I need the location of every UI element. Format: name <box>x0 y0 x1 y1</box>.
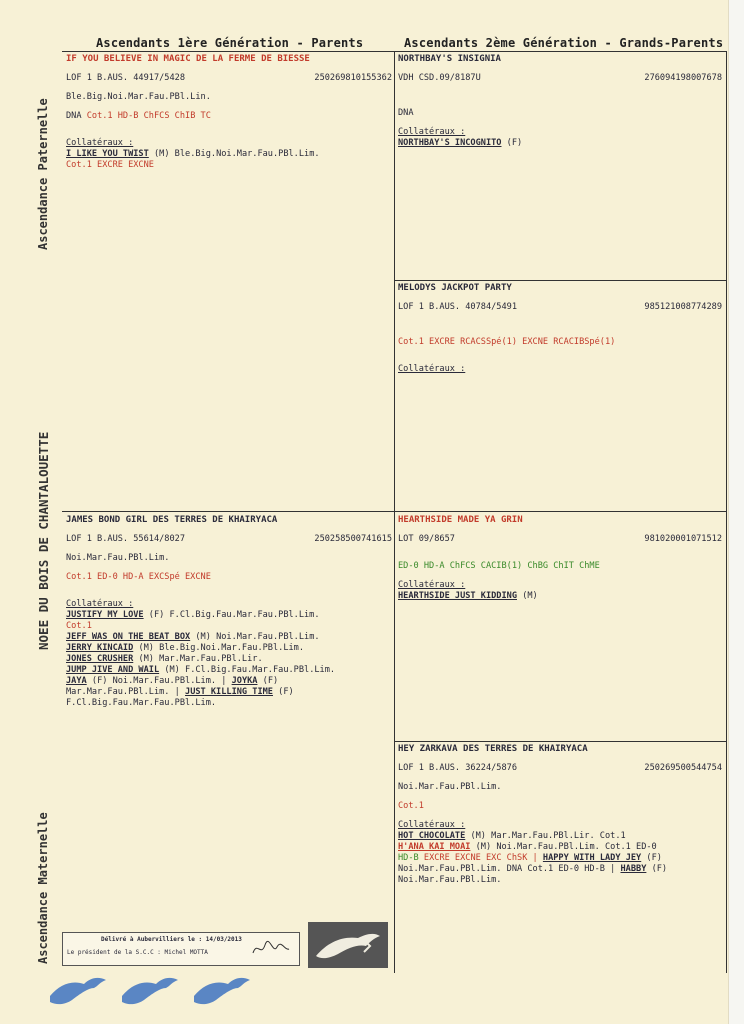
dam-c1-desc: (F) F.Cl.Big.Fau.Mar.Fau.PBl.Lim. <box>148 610 320 620</box>
dam-c2-name: JEFF WAS ON THE BEAT BOX <box>66 632 191 642</box>
paper-edge <box>728 0 744 1024</box>
sire-dam-cell <box>398 283 722 375</box>
sire-sire-chip: 276094198007678 <box>644 73 722 83</box>
dam-reg: LOF 1 B.AUS. 55614/8027 <box>66 534 185 544</box>
dam-c7-line2: Mar.Mar.Fau.PBl.Lim. | <box>66 687 180 697</box>
dam-c8-line2: F.Cl.Big.Fau.Mar.Fau.PBl.Lim. <box>66 698 217 708</box>
dam-sire-name: HEARTHSIDE MADE YA GRIN <box>398 515 523 525</box>
sire-cell <box>66 54 392 171</box>
signature-icon <box>251 937 291 961</box>
dam-dam-titles: Cot.1 <box>398 801 424 811</box>
sire-sire-reg: VDH CSD.09/8187U <box>398 73 481 83</box>
dam-dam-c2-line2a: HD-B <box>398 853 419 863</box>
dam-dam-c2-name: H'ANA KAI MOAI <box>398 842 471 852</box>
dam-name: JAMES BOND GIRL DES TERRES DE KHAIRYACA <box>66 515 278 525</box>
sire-dam-name: MELODYS JACKPOT PARTY <box>398 283 512 293</box>
dam-c6-desc: (F) Noi.Mar.Fau.PBl.Lim. | <box>91 676 227 686</box>
dam-dam-name: HEY ZARKAVA DES TERRES DE KHAIRYACA <box>398 744 588 754</box>
sire-coll1-name: I LIKE YOU TWIST <box>66 149 149 159</box>
scc-logo-icon <box>308 922 388 968</box>
sire-dna: DNA <box>66 111 82 121</box>
dam-dam-c4-desc: (F) <box>651 864 668 874</box>
dog-silhouette-icon <box>192 972 254 1006</box>
dam-c5-name: JUMP JIVE AND WAIL <box>66 665 160 675</box>
dam-dam-c4-name: HABBY <box>620 864 647 874</box>
dam-sire-cell <box>398 515 722 602</box>
stamp-line2: Le président de la S.C.C : Michel MOTTA <box>67 949 208 956</box>
sire-coll1-desc: (M) Ble.Big.Noi.Mar.Fau.PBl.Lim. <box>153 149 320 159</box>
side-label-maternal: Ascendance Maternelle <box>36 812 50 964</box>
sire-sire-coll1-name: NORTHBAY'S INCOGNITO <box>398 138 502 148</box>
sire-dam-titles: Cot.1 EXCRE RCACSSpé(1) EXCNE RCACIBSpé(1) <box>398 337 616 347</box>
dam-coll-label: Collatéraux : <box>66 599 134 609</box>
grid-line-middle <box>62 511 726 512</box>
dam-dam-c3-desc: (F) <box>646 853 662 863</box>
grid-line-gp3 <box>394 741 726 742</box>
sire-health: Cot.1 HD-B ChFCS ChIB TC <box>86 111 211 121</box>
grid-right-line <box>726 51 727 973</box>
dam-sire-reg: LOT 09/8657 <box>398 534 455 544</box>
dam-c1-titles: Cot.1 <box>66 621 92 631</box>
dam-dam-c3-name: HAPPY WITH LADY JEY <box>542 853 642 863</box>
header-gen2: Ascendants 2ème Génération - Grands-Parents <box>404 36 724 50</box>
dam-cell <box>66 515 392 709</box>
dam-sire-titles: ED-0 HD-A ChFCS CACIB(1) ChBG ChIT ChME <box>398 561 600 571</box>
sire-dam-coll-label: Collatéraux : <box>398 364 466 374</box>
dam-c7-desc: (F) <box>262 676 279 686</box>
dam-c8-desc: (F) <box>278 687 294 697</box>
sire-reg: LOF 1 B.AUS. 44917/5428 <box>66 73 185 83</box>
dam-dam-reg: LOF 1 B.AUS. 36224/5876 <box>398 763 517 773</box>
dam-colour: Noi.Mar.Fau.PBl.Lim. <box>66 553 170 563</box>
dam-dam-c4-line3: Noi.Mar.Fau.PBl.Lim. <box>398 875 502 885</box>
dam-dam-coll-label: Collatéraux : <box>398 820 466 830</box>
side-label-dog-name: NOEE DU BOIS DE CHANTALOUETTE <box>36 431 51 650</box>
dam-c1-name: JUSTIFY MY LOVE <box>66 610 144 620</box>
sire-name: IF YOU BELIEVE IN MAGIC DE LA FERME DE BIESSE <box>66 54 310 64</box>
dam-c4-name: JONES CRUSHER <box>66 654 134 664</box>
sire-sire-coll1-desc: (F) <box>506 138 523 148</box>
dam-dam-chip: 250269500544754 <box>644 763 722 773</box>
header-gen1: Ascendants 1ère Génération - Parents <box>96 36 364 50</box>
sire-chip: 250269810155362 <box>314 73 392 83</box>
dog-silhouette-icon <box>120 972 182 1006</box>
dam-dam-c2-desc: (M) Noi.Mar.Fau.PBl.Lim. Cot.1 ED-0 <box>475 842 657 852</box>
sire-sire-cell <box>398 54 722 149</box>
issue-stamp <box>62 932 300 966</box>
dam-dam-c3-line2: Noi.Mar.Fau.PBl.Lim. DNA Cot.1 ED-0 HD-B | <box>398 864 616 874</box>
sire-dam-chip: 985121008774289 <box>644 302 722 312</box>
dam-c2-desc: (M) Noi.Mar.Fau.PBl.Lim. <box>195 632 320 642</box>
dam-chip: 250258500741615 <box>314 534 392 544</box>
dam-c4-desc: (M) Mar.Mar.Fau.PBl.Lir. <box>138 654 263 664</box>
sire-sire-coll-label: Collatéraux : <box>398 127 466 137</box>
dog-silhouette-icon <box>48 972 110 1006</box>
side-label-paternal: Ascendance Paternelle <box>36 98 50 250</box>
grid-line-gp1 <box>394 280 726 281</box>
sire-sire-name: NORTHBAY'S INSIGNIA <box>398 54 501 64</box>
dam-sire-coll1-desc: (M) <box>522 591 538 601</box>
sire-dam-reg: LOF 1 B.AUS. 40784/5491 <box>398 302 517 312</box>
dam-sire-chip: 981020001071512 <box>644 534 722 544</box>
sire-coll-label: Collatéraux : <box>66 138 134 148</box>
sire-coll1-titles: Cot.1 EXCRE EXCNE <box>66 160 154 170</box>
dam-sire-coll-label: Collatéraux : <box>398 580 466 590</box>
dam-c3-desc: (M) Ble.Big.Noi.Mar.Fau.PBl.Lim. <box>138 643 305 653</box>
dam-dam-c1-name: HOT CHOCOLATE <box>398 831 466 841</box>
dam-dam-c2-line2b: EXCRE EXCNE EXC ChSK | <box>423 853 538 863</box>
dam-c7-name: JOYKA <box>231 676 258 686</box>
dam-c8-name: JUST KILLING TIME <box>185 687 273 697</box>
dam-dam-colour: Noi.Mar.Fau.PBl.Lim. <box>398 782 502 792</box>
sire-sire-dna: DNA <box>398 108 414 118</box>
dam-c6-name: JAYA <box>66 676 87 686</box>
dam-c5-desc: (M) F.Cl.Big.Fau.Mar.Fau.PBl.Lim. <box>164 665 336 675</box>
dam-dam-cell <box>398 744 722 886</box>
stamp-line1: Délivré à Aubervilliers le : 14/03/2013 <box>101 936 242 943</box>
grid-middle-line <box>394 51 395 973</box>
sire-colour: Ble.Big.Noi.Mar.Fau.PBl.Lin. <box>66 92 211 102</box>
dam-sire-coll1-name: HEARTHSIDE JUST KIDDING <box>398 591 517 601</box>
dam-c3-name: JERRY KINCAID <box>66 643 134 653</box>
dam-health: Cot.1 ED-0 HD-A EXCSpé EXCNE <box>66 572 211 582</box>
dam-dam-c1-desc: (M) Mar.Mar.Fau.PBl.Lir. Cot.1 <box>470 831 626 841</box>
